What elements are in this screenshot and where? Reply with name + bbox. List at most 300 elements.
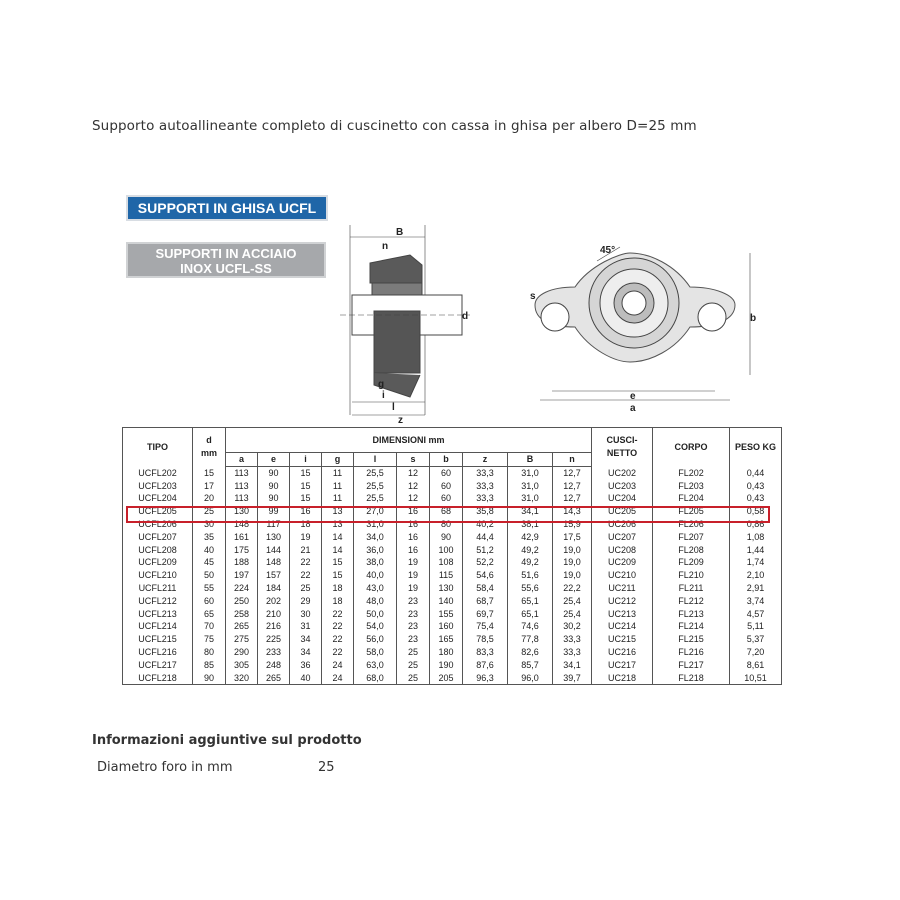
table-cell: 50	[193, 569, 226, 582]
table-cell: 50,0	[354, 608, 397, 621]
table-cell: 25	[397, 659, 430, 672]
table-cell: 250	[226, 595, 258, 608]
subheader-a: a	[226, 453, 258, 467]
table-cell: 233	[258, 646, 290, 659]
table-cell: 16	[397, 544, 430, 557]
table-cell: 65,1	[508, 595, 553, 608]
table-cell: 82,6	[508, 646, 553, 659]
table-cell: 23	[397, 608, 430, 621]
table-cell: 188	[226, 556, 258, 569]
header-peso: PESO KG	[730, 428, 782, 467]
table-cell: 1,44	[730, 544, 782, 557]
table-cell: 2,10	[730, 569, 782, 582]
table-cell: 0,43	[730, 480, 782, 493]
table-cell: 5,37	[730, 633, 782, 646]
table-cell: FL205	[653, 505, 730, 518]
table-cell: 1,08	[730, 531, 782, 544]
table-cell: 305	[226, 659, 258, 672]
table-cell: UCFL213	[123, 608, 193, 621]
table-cell: 15	[290, 480, 322, 493]
label-n: n	[382, 241, 389, 252]
table-cell: 205	[430, 672, 463, 685]
table-cell: 19	[290, 531, 322, 544]
table-cell: 65	[193, 608, 226, 621]
table-cell: 19,0	[553, 544, 592, 557]
table-cell: UCFL215	[123, 633, 193, 646]
table-cell: 258	[226, 608, 258, 621]
table-cell: UCFL214	[123, 620, 193, 633]
table-cell: 31,0	[508, 466, 553, 479]
table-cell: 33,3	[553, 646, 592, 659]
header-dimensioni: DIMENSIONI mm	[226, 428, 592, 453]
table-cell: 25	[397, 672, 430, 685]
table-cell: 42,9	[508, 531, 553, 544]
table-row	[123, 672, 782, 685]
table-cell: 75	[193, 633, 226, 646]
table-cell: FL216	[653, 646, 730, 659]
table-row	[123, 659, 782, 672]
table-cell: 190	[430, 659, 463, 672]
table-cell: 68,7	[463, 595, 508, 608]
table-cell: UC214	[592, 620, 653, 633]
label-b: b	[750, 313, 757, 324]
table-cell: 60	[430, 480, 463, 493]
table-cell: 23	[397, 633, 430, 646]
table-cell: 52,2	[463, 556, 508, 569]
table-cell: 115	[430, 569, 463, 582]
table-cell: 140	[430, 595, 463, 608]
table-cell: 5,11	[730, 620, 782, 633]
table-row	[123, 582, 782, 595]
table-cell: FL209	[653, 556, 730, 569]
table-cell: 25	[290, 582, 322, 595]
table-cell: 108	[430, 556, 463, 569]
table-cell: 31,0	[354, 518, 397, 531]
table-cell: 144	[258, 544, 290, 557]
table-cell: 22	[290, 556, 322, 569]
table-cell: 14	[322, 544, 354, 557]
table-cell: 4,57	[730, 608, 782, 621]
table-cell: 54,6	[463, 569, 508, 582]
table-cell: 78,5	[463, 633, 508, 646]
table-cell: 165	[430, 633, 463, 646]
table-cell: UC218	[592, 672, 653, 685]
table-cell: 36	[290, 659, 322, 672]
table-cell: 60	[430, 466, 463, 479]
info-title: Informazioni aggiuntive sul prodotto	[92, 733, 362, 748]
table-cell: 40,0	[354, 569, 397, 582]
table-cell: 265	[226, 620, 258, 633]
table-cell: 96,0	[508, 672, 553, 685]
table-cell: FL210	[653, 569, 730, 582]
table-cell: 40	[290, 672, 322, 685]
table-cell: 35,8	[463, 505, 508, 518]
table-cell: 275	[226, 633, 258, 646]
table-row	[123, 544, 782, 557]
label-l: l	[392, 402, 395, 413]
table-cell: 25,5	[354, 466, 397, 479]
table-cell: 23	[397, 595, 430, 608]
table-cell: UC209	[592, 556, 653, 569]
table-cell: 90	[258, 480, 290, 493]
table-cell: 99	[258, 505, 290, 518]
label-i: i	[382, 390, 385, 401]
table-cell: UC212	[592, 595, 653, 608]
table-cell: 51,6	[508, 569, 553, 582]
table-cell: 33,3	[553, 633, 592, 646]
table-cell: 58,4	[463, 582, 508, 595]
table-cell: 34,0	[354, 531, 397, 544]
table-cell: 58,0	[354, 646, 397, 659]
table-cell: FL217	[653, 659, 730, 672]
table-cell: 12,7	[553, 492, 592, 505]
table-cell: 180	[430, 646, 463, 659]
table-cell: FL213	[653, 608, 730, 621]
table-cell: 12,7	[553, 466, 592, 479]
subheader-s: s	[397, 453, 430, 467]
table-cell: FL207	[653, 531, 730, 544]
table-cell: 18	[322, 595, 354, 608]
table-cell: UCFL206	[123, 518, 193, 531]
table-cell: 25,5	[354, 480, 397, 493]
label-B: B	[396, 227, 404, 238]
table-cell: 22	[322, 608, 354, 621]
table-cell: 22,2	[553, 582, 592, 595]
acciaio-line1: SUPPORTI IN ACCIAIO	[155, 246, 297, 261]
table-cell: 155	[430, 608, 463, 621]
table-cell: 31	[290, 620, 322, 633]
table-cell: 22	[290, 569, 322, 582]
table-cell: 11	[322, 492, 354, 505]
table-row	[123, 595, 782, 608]
table-cell: 48,0	[354, 595, 397, 608]
info-label: Diametro foro in mm	[97, 760, 233, 775]
table-cell: 63,0	[354, 659, 397, 672]
table-cell: FL215	[653, 633, 730, 646]
table-cell: 0,44	[730, 466, 782, 479]
table-cell: 19,0	[553, 556, 592, 569]
ghisa-ucfl-button[interactable]: SUPPORTI IN GHISA UCFL	[126, 195, 328, 221]
table-cell: 96,3	[463, 672, 508, 685]
table-cell: 25,4	[553, 608, 592, 621]
table-cell: 30	[290, 608, 322, 621]
table-cell: 16	[397, 505, 430, 518]
table-cell: 90	[258, 466, 290, 479]
table-cell: 320	[226, 672, 258, 685]
table-cell: 33,3	[463, 466, 508, 479]
table-cell: UCFL203	[123, 480, 193, 493]
table-cell: 17	[193, 480, 226, 493]
table-cell: UCFL216	[123, 646, 193, 659]
table-cell: UCFL210	[123, 569, 193, 582]
label-e: e	[630, 391, 636, 402]
table-cell: 18	[290, 518, 322, 531]
table-cell: 15	[290, 466, 322, 479]
table-cell: 34	[290, 633, 322, 646]
table-cell: 15	[322, 569, 354, 582]
table-cell: 75,4	[463, 620, 508, 633]
table-cell: UC217	[592, 659, 653, 672]
table-cell: 184	[258, 582, 290, 595]
table-cell: 22	[322, 646, 354, 659]
table-cell: UCFL218	[123, 672, 193, 685]
table-row	[123, 505, 782, 518]
table-cell: 11	[322, 480, 354, 493]
table-cell: 69,7	[463, 608, 508, 621]
acciaio-line2: INOX UCFL-SS	[180, 261, 272, 276]
label-z: z	[398, 415, 403, 425]
table-cell: 22	[322, 633, 354, 646]
label-d: d	[462, 311, 469, 322]
label-s: s	[530, 291, 536, 302]
table-cell: 39,7	[553, 672, 592, 685]
table-cell: 15	[193, 466, 226, 479]
table-cell: 29	[290, 595, 322, 608]
table-cell: UC204	[592, 492, 653, 505]
table-cell: FL218	[653, 672, 730, 685]
table-cell: 0,86	[730, 518, 782, 531]
table-cell: 77,8	[508, 633, 553, 646]
acciaio-inox-button[interactable]	[126, 242, 326, 278]
table-cell: 20	[193, 492, 226, 505]
table-cell: 74,6	[508, 620, 553, 633]
table-cell: 45	[193, 556, 226, 569]
table-cell: UCFL217	[123, 659, 193, 672]
table-cell: 12	[397, 492, 430, 505]
table-cell: 7,20	[730, 646, 782, 659]
table-cell: FL203	[653, 480, 730, 493]
table-cell: 24	[322, 672, 354, 685]
table-cell: 19,0	[553, 569, 592, 582]
header-corpo: CORPO	[653, 428, 730, 467]
label-g: g	[378, 379, 385, 390]
table-cell: 27,0	[354, 505, 397, 518]
table-cell: UC206	[592, 518, 653, 531]
table-cell: FL204	[653, 492, 730, 505]
table-cell: 49,2	[508, 544, 553, 557]
table-cell: 31,0	[508, 480, 553, 493]
table-cell: 117	[258, 518, 290, 531]
table-cell: 55	[193, 582, 226, 595]
table-cell: 16	[290, 505, 322, 518]
table-cell: UC215	[592, 633, 653, 646]
table-cell: 17,5	[553, 531, 592, 544]
table-cell: 31,0	[508, 492, 553, 505]
table-cell: 34,1	[553, 659, 592, 672]
table-cell: 0,43	[730, 492, 782, 505]
header-tipo: TIPO	[123, 428, 193, 467]
table-cell: 90	[430, 531, 463, 544]
table-cell: 157	[258, 569, 290, 582]
table-row	[123, 556, 782, 569]
table-cell: 1,74	[730, 556, 782, 569]
table-cell: 10,51	[730, 672, 782, 685]
table-cell: UC216	[592, 646, 653, 659]
table-row	[123, 620, 782, 633]
subheader-n: n	[553, 453, 592, 467]
table-cell: 85,7	[508, 659, 553, 672]
table-cell: UC205	[592, 505, 653, 518]
table-cell: UCFL207	[123, 531, 193, 544]
table-cell: 35	[193, 531, 226, 544]
subheader-i: i	[290, 453, 322, 467]
table-cell: 13	[322, 505, 354, 518]
table-cell: 13	[322, 518, 354, 531]
table-cell: 68,0	[354, 672, 397, 685]
table-cell: 18	[322, 582, 354, 595]
table-cell: 25	[397, 646, 430, 659]
table-row	[123, 569, 782, 582]
table-cell: 224	[226, 582, 258, 595]
table-cell: 19	[397, 556, 430, 569]
subheader-z: z	[463, 453, 508, 467]
table-cell: 216	[258, 620, 290, 633]
table-cell: 60	[193, 595, 226, 608]
table-cell: FL212	[653, 595, 730, 608]
table-cell: 15,9	[553, 518, 592, 531]
table-cell: 175	[226, 544, 258, 557]
table-cell: 12,7	[553, 480, 592, 493]
table-cell: 16	[397, 518, 430, 531]
table-cell: 65,1	[508, 608, 553, 621]
table-cell: FL214	[653, 620, 730, 633]
table-cell: 85	[193, 659, 226, 672]
table-cell: 38,0	[354, 556, 397, 569]
table-cell: UCFL204	[123, 492, 193, 505]
table-cell: 49,2	[508, 556, 553, 569]
label-angle: 45°	[600, 245, 616, 256]
table-cell: 3,74	[730, 595, 782, 608]
subheader-l: l	[354, 453, 397, 467]
table-cell: 160	[430, 620, 463, 633]
table-cell: 19	[397, 569, 430, 582]
table-cell: 80	[430, 518, 463, 531]
table-row	[123, 466, 782, 479]
table-cell: UC211	[592, 582, 653, 595]
table-cell: 33,3	[463, 480, 508, 493]
table-cell: 54,0	[354, 620, 397, 633]
subheader-g: g	[322, 453, 354, 467]
table-cell: 225	[258, 633, 290, 646]
table-cell: 15	[290, 492, 322, 505]
table-cell: 55,6	[508, 582, 553, 595]
technical-drawing	[330, 225, 770, 425]
table-cell: UCFL212	[123, 595, 193, 608]
table-cell: FL208	[653, 544, 730, 557]
table-cell: 25,5	[354, 492, 397, 505]
table-cell: 148	[258, 556, 290, 569]
table-cell: 24	[322, 659, 354, 672]
product-description: Supporto autoallineante completo di cuscinetto con cassa in ghisa per albero D=25 mm	[92, 118, 697, 134]
table-cell: 34	[290, 646, 322, 659]
table-cell: UC210	[592, 569, 653, 582]
table-row	[123, 480, 782, 493]
label-a: a	[630, 403, 636, 414]
table-row	[123, 633, 782, 646]
table-cell: UCFL208	[123, 544, 193, 557]
table-cell: FL206	[653, 518, 730, 531]
table-cell: 290	[226, 646, 258, 659]
table-cell: 51,2	[463, 544, 508, 557]
table-cell: 60	[430, 492, 463, 505]
table-cell: 33,3	[463, 492, 508, 505]
table-cell: 113	[226, 466, 258, 479]
table-cell: 130	[258, 531, 290, 544]
table-cell: 16	[397, 531, 430, 544]
table-cell: 56,0	[354, 633, 397, 646]
table-cell: 265	[258, 672, 290, 685]
table-cell: 22	[322, 620, 354, 633]
table-cell: 30,2	[553, 620, 592, 633]
table-cell: 70	[193, 620, 226, 633]
table-cell: 2,91	[730, 582, 782, 595]
table-cell: UCFL211	[123, 582, 193, 595]
table-cell: 34,1	[508, 505, 553, 518]
table-cell: UC203	[592, 480, 653, 493]
table-cell: 36,0	[354, 544, 397, 557]
table-row	[123, 531, 782, 544]
table-cell: 14	[322, 531, 354, 544]
table-cell: UCFL209	[123, 556, 193, 569]
table-row	[123, 646, 782, 659]
table-row	[123, 608, 782, 621]
table-cell: 21	[290, 544, 322, 557]
table-cell: 40,2	[463, 518, 508, 531]
table-cell: 87,6	[463, 659, 508, 672]
table-cell: 44,4	[463, 531, 508, 544]
table-cell: 130	[430, 582, 463, 595]
table-cell: 19	[397, 582, 430, 595]
subheader-b: b	[430, 453, 463, 467]
subheader-B: B	[508, 453, 553, 467]
table-cell: 14,3	[553, 505, 592, 518]
table-cell: 12	[397, 466, 430, 479]
table-cell: UC208	[592, 544, 653, 557]
table-cell: FL202	[653, 466, 730, 479]
info-value: 25	[318, 760, 335, 775]
table-row	[123, 492, 782, 505]
table-cell: 25	[193, 505, 226, 518]
table-cell: 90	[258, 492, 290, 505]
table-cell: UCFL205	[123, 505, 193, 518]
subheader-e: e	[258, 453, 290, 467]
table-cell: 113	[226, 492, 258, 505]
table-cell: 43,0	[354, 582, 397, 595]
table-cell: 202	[258, 595, 290, 608]
table-cell: 90	[193, 672, 226, 685]
table-cell: UCFL202	[123, 466, 193, 479]
table-cell: 0,58	[730, 505, 782, 518]
table-cell: 40	[193, 544, 226, 557]
table-cell: 197	[226, 569, 258, 582]
table-cell: 148	[226, 518, 258, 531]
table-cell: 161	[226, 531, 258, 544]
table-row	[123, 518, 782, 531]
table-cell: 68	[430, 505, 463, 518]
table-cell: FL211	[653, 582, 730, 595]
table-cell: 113	[226, 480, 258, 493]
table-cell: UC202	[592, 466, 653, 479]
table-cell: UC213	[592, 608, 653, 621]
table-cell: 100	[430, 544, 463, 557]
table-cell: 38,1	[508, 518, 553, 531]
table-cell: UC207	[592, 531, 653, 544]
table-cell: 12	[397, 480, 430, 493]
table-cell: 80	[193, 646, 226, 659]
header-cuscinetto: CUSCI- NETTO	[592, 428, 653, 467]
header-d: d mm	[193, 428, 226, 467]
table-cell: 11	[322, 466, 354, 479]
